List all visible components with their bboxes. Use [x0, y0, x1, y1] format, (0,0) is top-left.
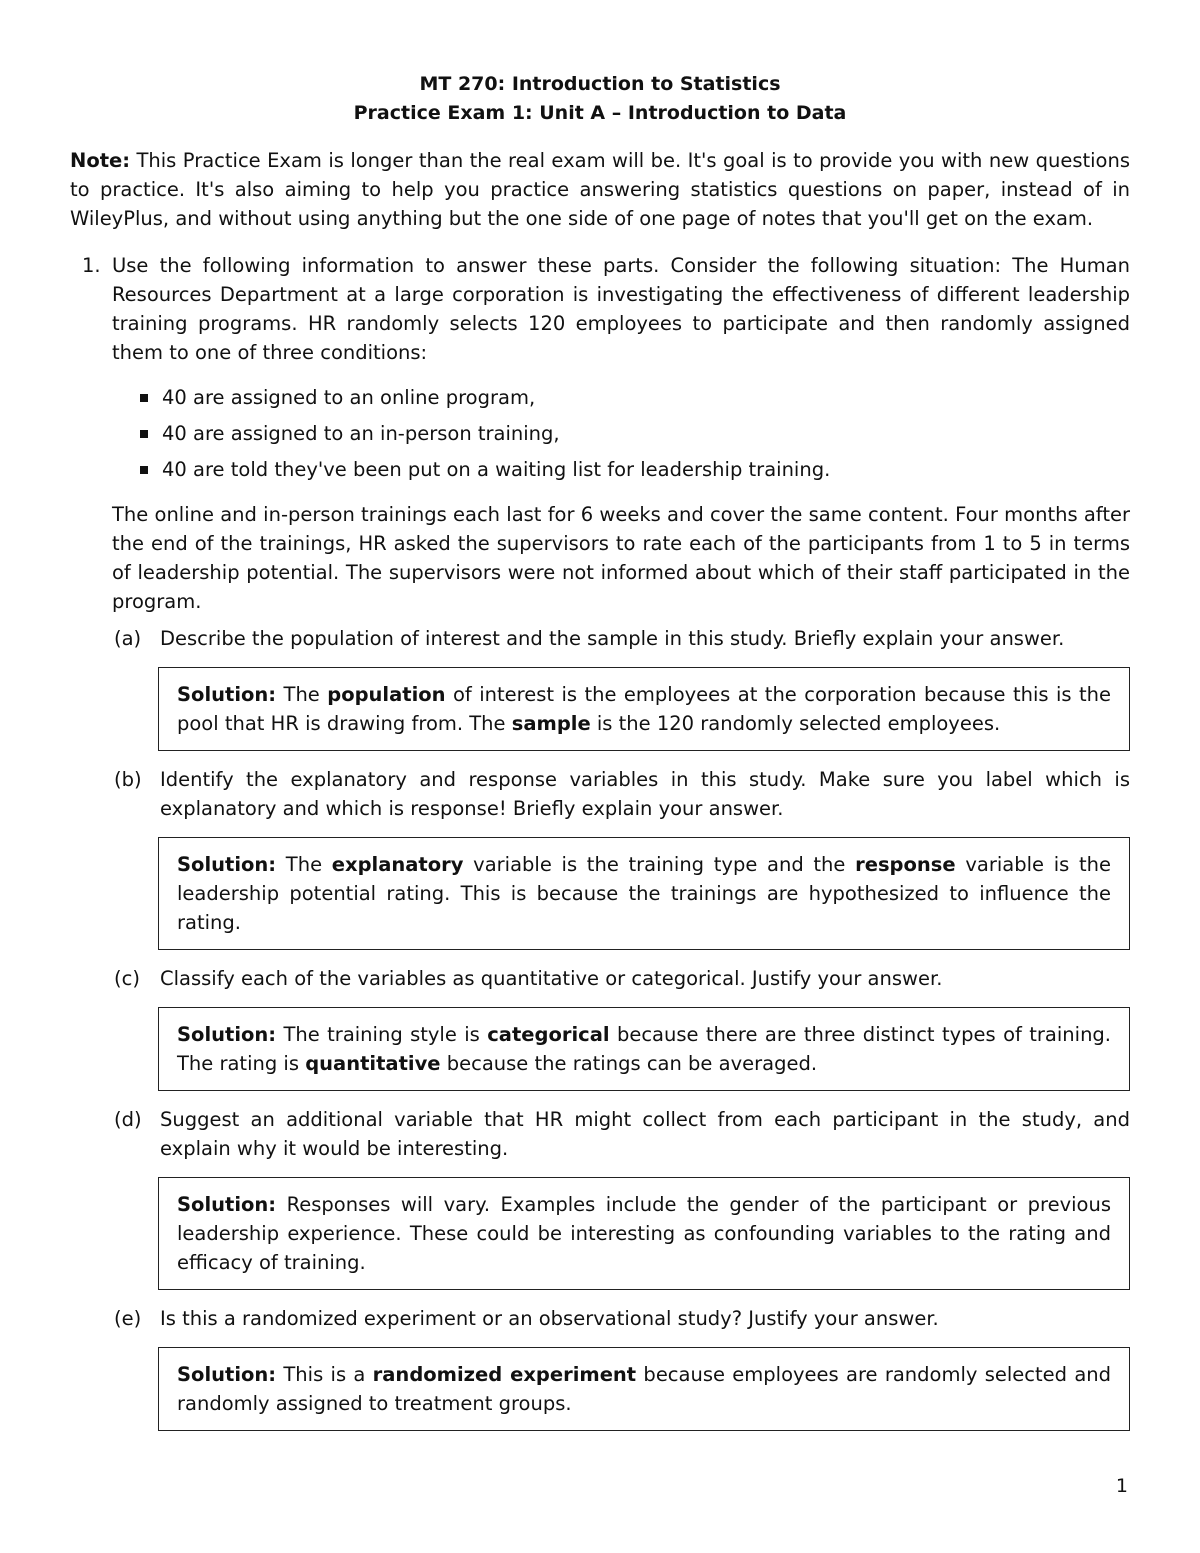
- part-a: [112, 624, 1130, 653]
- solution-label: Solution:: [177, 1023, 277, 1046]
- solution-label: Solution:: [177, 853, 277, 876]
- note-paragraph: [70, 146, 1130, 233]
- question-1: [70, 251, 1130, 1431]
- document-subtitle: Practice Exam 1: Unit A – Introduction to Data: [353, 102, 847, 124]
- solution-label: Solution:: [177, 683, 277, 706]
- part-label: (b): [114, 768, 142, 791]
- solution-text: The: [276, 853, 332, 876]
- solution-text: Responses will vary. Examples include the gender of the participant or previous leadership experience. These could be interesting as confounding variables to the rating and efficacy of training.: [177, 1193, 1111, 1274]
- document-title: MT 270: Introduction to Statistics: [419, 73, 781, 95]
- solution-box-a: [158, 667, 1130, 751]
- bullet-icon: [140, 430, 148, 438]
- condition-text: 40 are assigned to an online program,: [162, 386, 536, 409]
- question-intro: Use the following information to answer these parts. Consider the following situation: The Human Resources Department at a large corporation is investigating the effectiveness of different leadership training programs. HR randomly selects 120 employees to participate and then randomly assigned them to one of three conditions:: [112, 254, 1130, 364]
- part-d: [112, 1105, 1130, 1163]
- solution-box-c: [158, 1007, 1130, 1091]
- solution-text: This is a: [276, 1363, 373, 1386]
- part-c: [112, 964, 1130, 993]
- bullet-icon: [140, 394, 148, 402]
- question-setup: The online and in-person trainings each last for 6 weeks and cover the same content. Four months after the end of the trainings, HR asked the supervisors to rate each of the participants from 1 to 5 in terms of leadership potential. The supervisors were not informed about which of their staff participated in the program.: [112, 503, 1130, 613]
- note-label: Note:: [70, 149, 131, 172]
- solution-box-d: [158, 1177, 1130, 1290]
- list-item: [136, 383, 1130, 412]
- part-prompt: Classify each of the variables as quantitative or categorical. Justify your answer.: [160, 967, 943, 990]
- solution-keyword: randomized experiment: [372, 1363, 637, 1386]
- solution-text: because employees are randomly selected and randomly assigned to treatment groups.: [177, 1363, 1112, 1415]
- exam-page: [70, 70, 1130, 1445]
- solution-text: is the 120 randomly selected employees.: [590, 712, 1001, 735]
- solution-text: variable is the training type and the: [463, 853, 856, 876]
- part-e: [112, 1304, 1130, 1333]
- part-label: (a): [114, 627, 142, 650]
- solution-text: The: [276, 683, 328, 706]
- solution-keyword: categorical: [487, 1023, 610, 1046]
- document-header: [70, 70, 1130, 128]
- solution-keyword: population: [327, 683, 446, 706]
- solution-text: because there are three distinct types of training. The rating is: [177, 1023, 1112, 1075]
- part-label: (e): [114, 1307, 142, 1330]
- note-text: This Practice Exam is longer than the real exam will be. It's goal is to provide you with new questions to practice. It's also aiming to help you practice answering statistics questions on paper, instead of in WileyPlus, and without using anything but the one side of one page of notes that you'll get on the exam.: [70, 149, 1130, 230]
- page-number: 1: [1115, 1475, 1128, 1497]
- part-label: (d): [114, 1108, 142, 1131]
- solution-label: Solution:: [177, 1363, 277, 1386]
- part-b: [112, 765, 1130, 823]
- solution-keyword: explanatory: [331, 853, 464, 876]
- condition-text: 40 are told they've been put on a waiting list for leadership training.: [162, 458, 831, 481]
- part-prompt: Suggest an additional variable that HR might collect from each participant in the study, and explain why it would be interesting.: [160, 1108, 1130, 1160]
- solution-box-b: [158, 837, 1130, 950]
- solution-keyword: sample: [511, 712, 591, 735]
- part-prompt: Is this a randomized experiment or an observational study? Justify your answer.: [160, 1307, 939, 1330]
- list-item: [136, 419, 1130, 448]
- bullet-icon: [140, 466, 148, 474]
- solution-text: of interest is the employees at the corporation because this is the pool that HR is drawing from. The: [177, 683, 1111, 735]
- part-prompt: Identify the explanatory and response variables in this study. Make sure you label which is explanatory and which is response! Briefly explain your answer.: [160, 768, 1130, 820]
- solution-text: because the ratings can be averaged.: [440, 1052, 818, 1075]
- solution-text: The training style is: [276, 1023, 488, 1046]
- part-prompt: Describe the population of interest and the sample in this study. Briefly explain your answer.: [160, 627, 1065, 650]
- conditions-list: [112, 383, 1130, 484]
- solution-text: variable is the leadership potential rating. This is because the trainings are hypothesized to influence the rating.: [177, 853, 1111, 934]
- solution-keyword: response: [855, 853, 956, 876]
- condition-text: 40 are assigned to an in-person training,: [162, 422, 560, 445]
- part-label: (c): [114, 967, 140, 990]
- list-item: [136, 455, 1130, 484]
- solution-label: Solution:: [177, 1193, 277, 1216]
- question-number: 1.: [82, 254, 101, 277]
- solution-box-e: [158, 1347, 1130, 1431]
- solution-keyword: quantitative: [305, 1052, 441, 1075]
